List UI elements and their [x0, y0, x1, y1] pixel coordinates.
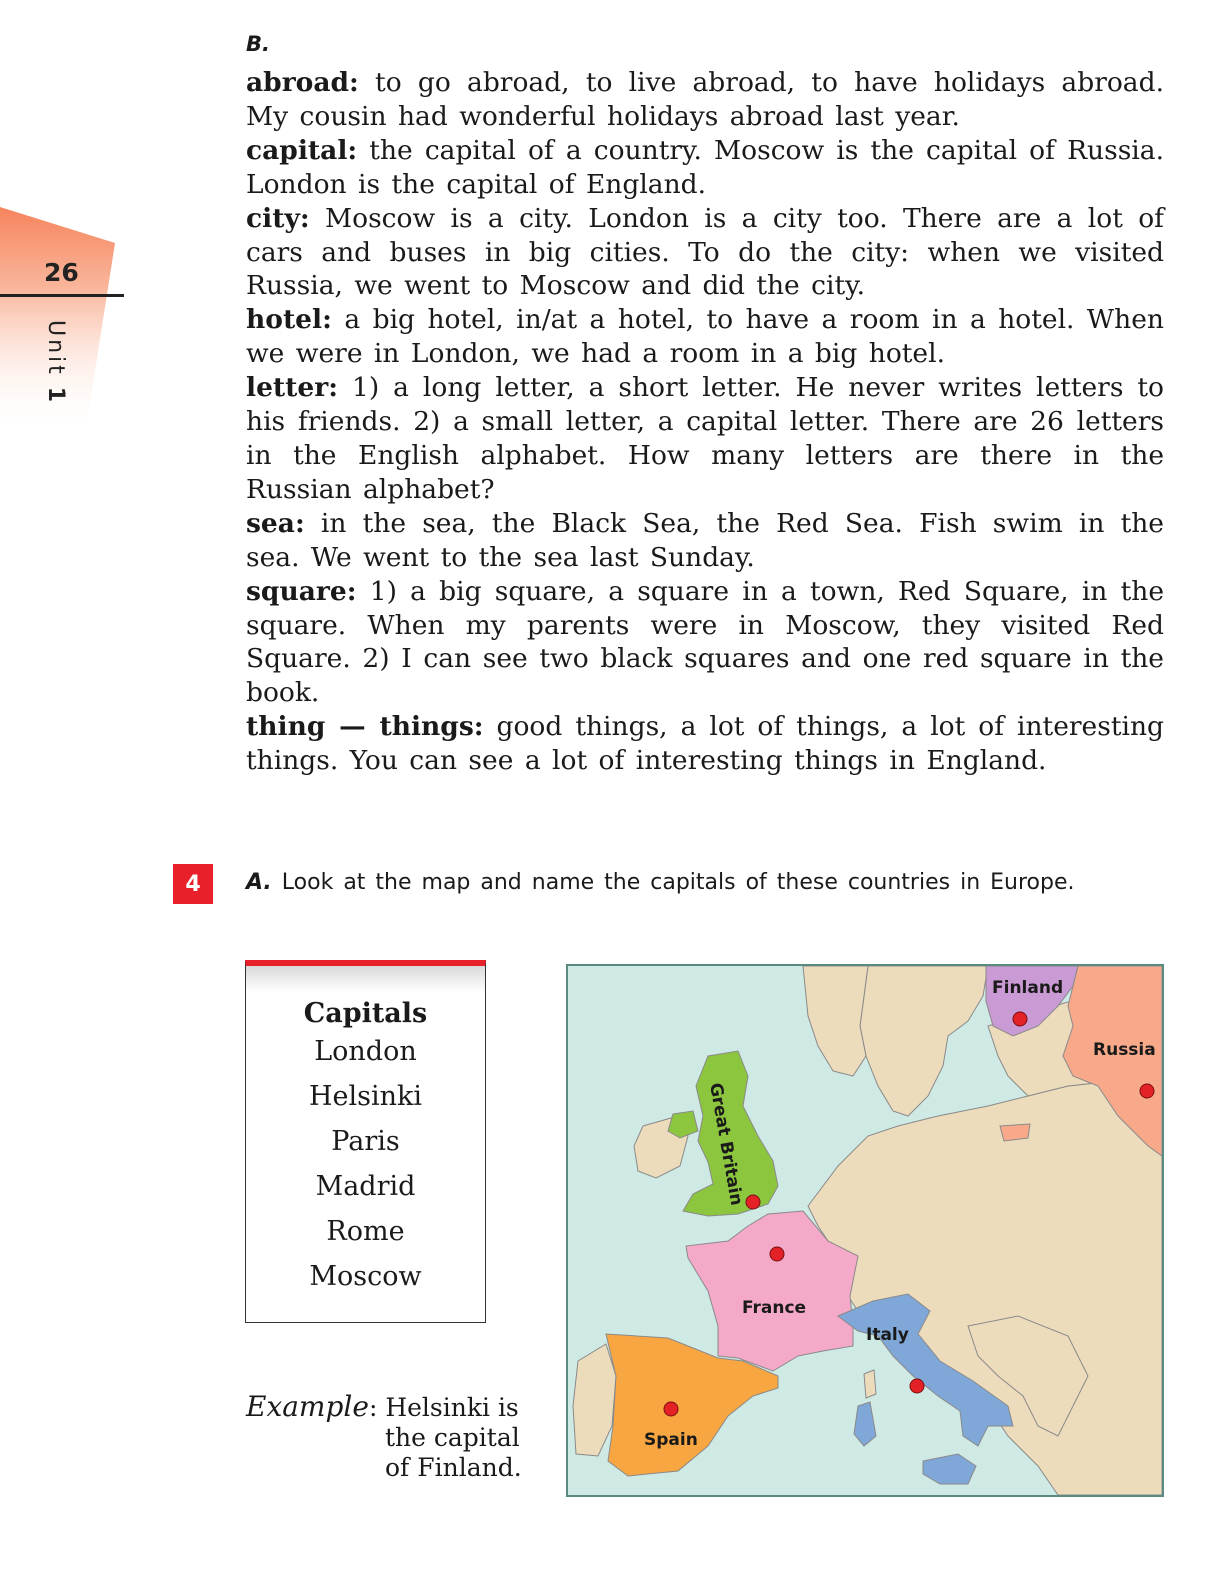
headword: square:	[246, 575, 357, 607]
unit-label	[38, 320, 68, 430]
exercise-part: A.	[246, 870, 272, 895]
entry-text: to go abroad, to live abroad, to have holidays abroad. My cousin had wonderful holidays abroad last year.	[246, 67, 1164, 132]
capitals-box	[245, 960, 486, 1323]
capital-dot-moscow	[1140, 1084, 1154, 1098]
entry-text: good things, a lot of things, a lot of interesting things. You can see a lot of interesting things in England.	[246, 711, 1164, 777]
entry-text: 1) a long letter, a short letter. He never writes letters to his friends. 2) a small letter, a capital letter. There are 26 letters in the English alphabet. How many letters are there in the Russian alphabet?	[246, 372, 1164, 505]
unit-word: Unit	[43, 320, 68, 377]
exercise-number-badge: 4	[173, 864, 213, 904]
map-label-italy: Italy	[866, 1325, 909, 1345]
exercise-instruction	[246, 870, 1075, 895]
instruction-text: Look at the map and name the capitals of these countries in Europe.	[271, 870, 1075, 895]
vocab-entry	[246, 134, 1164, 202]
headword: capital:	[246, 134, 358, 166]
example-text: Helsinki is	[385, 1393, 519, 1422]
vocab-entry	[246, 66, 1164, 134]
vocab-entry	[246, 303, 1164, 371]
headword: city:	[246, 202, 310, 234]
map-label-finland: Finland	[992, 978, 1064, 998]
capitals-title: Capitals	[303, 998, 428, 1029]
unit-number: 1	[43, 386, 68, 406]
entry-text: the capital of a country. Moscow is the capital of Russia. London is the capital of England.	[246, 134, 1164, 200]
capital-dot-london	[746, 1195, 760, 1209]
capital-item: Rome	[326, 1216, 405, 1247]
capital-item: Helsinki	[308, 1081, 423, 1112]
entry-text: a big hotel, in/at a hotel, to have a room in a hotel. When we were in London, we had a room in a big hotel.	[246, 304, 1164, 370]
example-block	[246, 1392, 522, 1483]
map-label-france: France	[742, 1298, 807, 1318]
vocab-entry	[246, 710, 1164, 778]
europe-map	[566, 964, 1164, 1497]
example-line: the capital	[385, 1423, 520, 1452]
page-number: 26	[44, 258, 79, 287]
capital-dot-madrid	[664, 1402, 678, 1416]
vocabulary-list	[246, 66, 1164, 778]
headword: abroad:	[246, 67, 359, 98]
map-svg	[568, 966, 1162, 1495]
capital-item: Madrid	[315, 1171, 416, 1202]
map-label-russia: Russia	[1093, 1040, 1156, 1060]
headword: letter:	[246, 372, 339, 404]
example-line	[246, 1392, 522, 1423]
vocab-entry	[246, 371, 1164, 507]
vocab-entry	[246, 507, 1164, 575]
capital-dot-rome	[910, 1379, 924, 1393]
vocab-entry	[246, 202, 1164, 304]
map-russia-kaliningrad	[1000, 1124, 1030, 1141]
headword: thing — things:	[246, 711, 484, 743]
headword: hotel:	[246, 304, 332, 336]
entry-text: in the sea, the Black Sea, the Red Sea. Fish swim in the sea. We went to the sea last Sunday.	[246, 507, 1164, 573]
capital-item: London	[314, 1036, 417, 1067]
example-label: Example	[246, 1390, 369, 1423]
capital-item: Moscow	[309, 1261, 422, 1292]
example-line: of Finland.	[385, 1453, 522, 1482]
headword: sea:	[246, 507, 305, 539]
map-label-spain: Spain	[644, 1430, 698, 1450]
side-rule	[0, 294, 124, 297]
capital-dot-helsinki	[1013, 1012, 1027, 1026]
example-colon: :	[368, 1393, 378, 1422]
capital-dot-paris	[770, 1247, 784, 1261]
map-land-corsica	[864, 1370, 876, 1398]
section-letter: B.	[246, 32, 270, 56]
entry-text: 1) a big square, a square in a town, Red Square, in the square. When my parents were in Moscow, they visited Red Square. 2) I can see two black squares and one red square in the book.	[246, 575, 1164, 709]
map-label-great-britain: Great Britain	[705, 1081, 747, 1208]
vocab-entry	[246, 575, 1164, 711]
entry-text: Moscow is a city. London is a city too. There are a lot of cars and buses in big cities. To do the city: when we visited Russia, we went to Moscow and did the city.	[246, 202, 1164, 302]
capital-item: Paris	[331, 1126, 400, 1157]
